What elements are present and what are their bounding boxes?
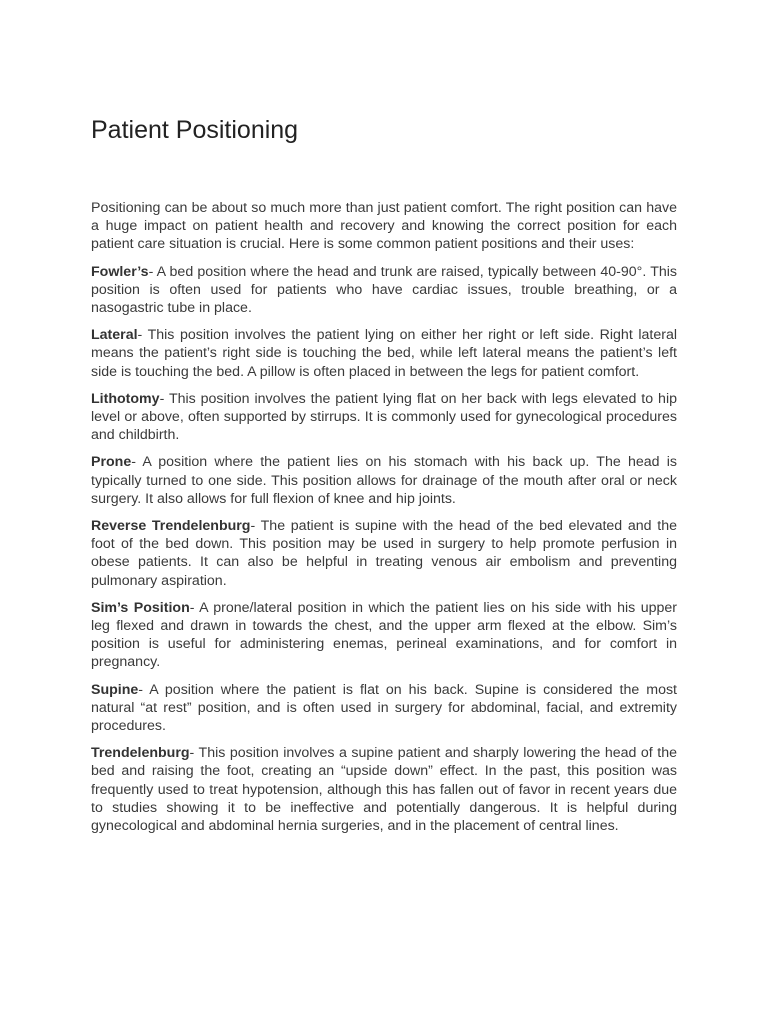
entry-term: Prone [91,454,132,471]
entry-supine [91,681,677,736]
entry-term: Lithotomy [91,390,160,407]
entry-lateral [91,326,677,381]
entry-lithotomy [91,390,677,445]
entry-reverse-trendelenburg [91,517,677,590]
entry-term: Reverse Trendelenburg [91,518,251,535]
entry-description: - The patient is supine with the head of the bed elevated and the foot of the bed down. This position may be used in surgery to help promote perfusion in obese patients. It can also be helpful in treating venous air embolism and preventing pulmonary aspiration. [91,518,677,589]
entry-prone [91,453,677,508]
entry-term: Sim’s Position [91,599,190,616]
entry-term: Lateral [91,327,138,344]
entry-description: - A position where the patient lies on his stomach with his back up. The head is typically turned to one side. This position allows for drainage of the mouth after oral or neck surgery. It also allows for full flexion of knee and hip joints. [91,454,677,507]
document-body [91,199,677,844]
intro-paragraph: Positioning can be about so much more than just patient comfort. The right position can have a huge impact on patient health and recovery and knowing the correct position for each patient care situation is crucial. Here is some common patient positions and their uses: [91,200,677,253]
entry-description: - This position involves the patient lying flat on her back with legs elevated to hip level or above, often supported by stirrups. It is commonly used for gynecological procedures and childbirth. [91,390,677,444]
entry-description: - This position involves a supine patient and sharply lowering the head of the bed and raising the foot, creating an “upside down” effect. In the past, this position was frequently used to treat hypotension, although this has fallen out of favor in recent years due to studies showing it to be ineffective and potentially dangerous. It is helpful during gynecological and abdominal hernia surgeries, and in the placement of central lines. [91,745,677,835]
entry-description: - A prone/lateral position in which the patient lies on his side with his upper leg flexed and drawn in towards the chest, and the upper arm flexed at the elbow. Sim’s position is useful for administering enemas, perineal examinations, and for comfort in pregnancy. [91,599,677,671]
document-title: Patient Positioning [91,116,299,144]
entry-sims-position [91,599,677,672]
entry-term: Supine [91,681,139,698]
entry-fowlers [91,263,677,318]
entry-term: Fowler’s [91,263,149,280]
entry-description: - This position involves the patient lying on either her right or left side. Right lateral means the patient’s right side is touching the bed, while left lateral means the patient’s left side is touching the bed. A pillow is often placed in between the legs for patient comfort. [91,327,677,380]
entry-description: - A bed position where the head and trunk are raised, typically between 40-90°. This position is often used for patients who have cardiac issues, trouble breathing, or a nasogastric tube in place. [91,263,677,317]
entry-trendelenburg [91,744,677,835]
entry-term: Trendelenburg [91,745,190,762]
entry-description: - A position where the patient is flat on his back. Supine is considered the most natural “at rest” position, and is often used in surgery for abdominal, facial, and extremity procedures. [91,681,677,735]
